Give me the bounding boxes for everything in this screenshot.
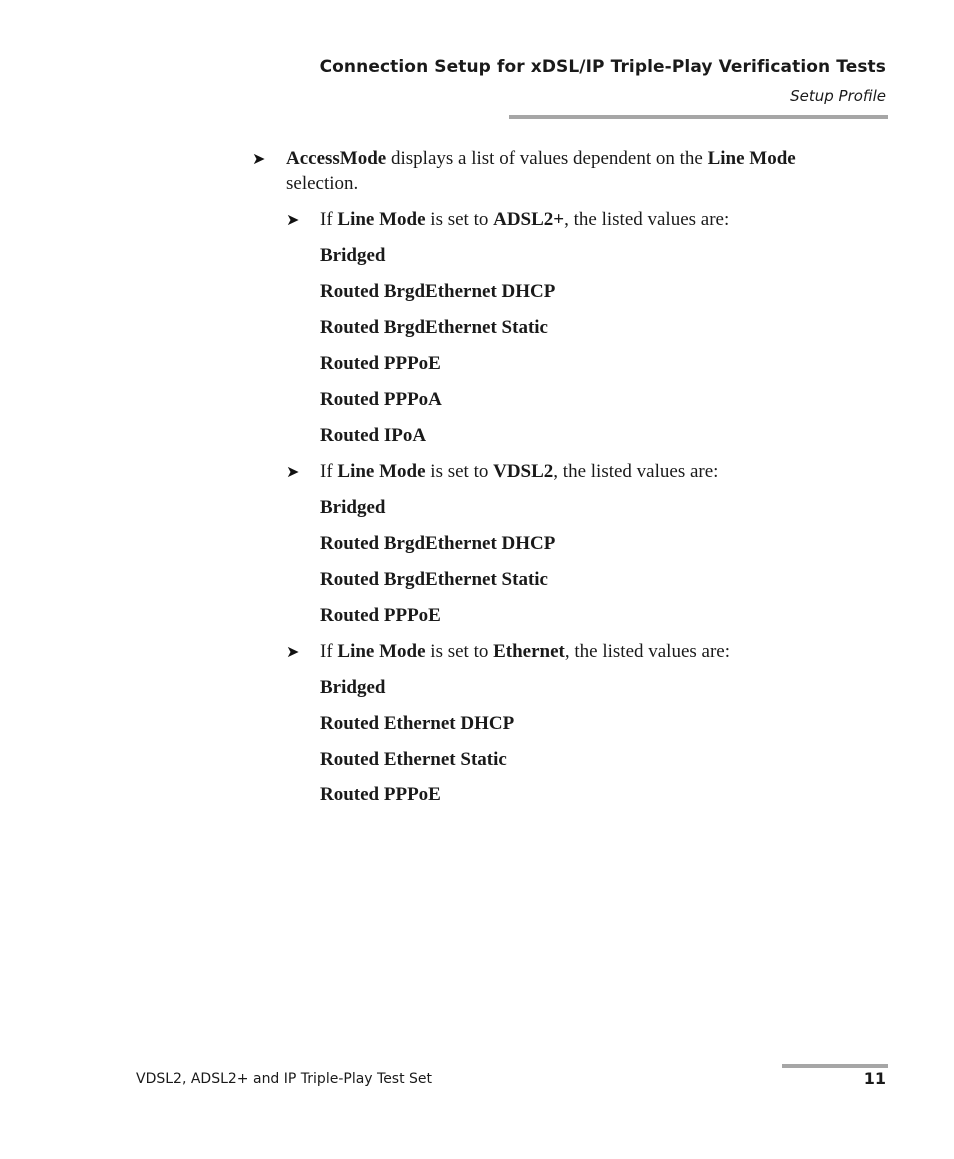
list-item: Routed BrgdEthernet Static [320, 317, 548, 338]
list-item: Routed Ethernet Static [320, 749, 507, 770]
list-item: Routed PPPoE [320, 605, 441, 626]
page-header-subtitle: Setup Profile [790, 87, 886, 105]
list-item: Routed BrgdEthernet DHCP [320, 533, 556, 554]
access-mode-term: AccessMode [286, 148, 387, 169]
list-item: Routed BrgdEthernet Static [320, 569, 548, 590]
group-heading: If Line Mode is set to Ethernet, the listed values are: [320, 641, 731, 662]
list-item: Routed PPPoE [320, 784, 441, 805]
list-item: Routed BrgdEthernet DHCP [320, 281, 556, 302]
page-number: 11 [863, 1069, 886, 1088]
group-heading: If Line Mode is set to VDSL2, the listed values are: [320, 461, 719, 482]
intro-line-2: selection. [286, 173, 359, 194]
bullet-arrow-icon: ➤ [286, 462, 300, 481]
bullet-arrow-icon: ➤ [286, 210, 300, 229]
intro-line-1: AccessMode displays a list of values dependent on the Line Mode [286, 148, 796, 169]
bullet-arrow-icon: ➤ [286, 642, 300, 661]
list-item: Routed PPPoE [320, 353, 441, 374]
list-item: Bridged [320, 677, 386, 698]
footer-product-name: VDSL2, ADSL2+ and IP Triple-Play Test Set [136, 1071, 433, 1087]
page-header-title: Connection Setup for xDSL/IP Triple-Play Verification Tests [319, 57, 886, 77]
footer-divider [782, 1064, 888, 1068]
list-item: Routed IPoA [320, 425, 427, 446]
list-item: Bridged [320, 245, 386, 266]
header-divider [509, 115, 888, 119]
list-item: Bridged [320, 497, 386, 518]
list-item: Routed Ethernet DHCP [320, 713, 515, 734]
line-mode-term: Line Mode [707, 148, 796, 169]
list-item: Routed PPPoA [320, 389, 442, 410]
group-heading: If Line Mode is set to ADSL2+, the listed values are: [320, 209, 730, 230]
bullet-arrow-icon: ➤ [252, 149, 266, 168]
